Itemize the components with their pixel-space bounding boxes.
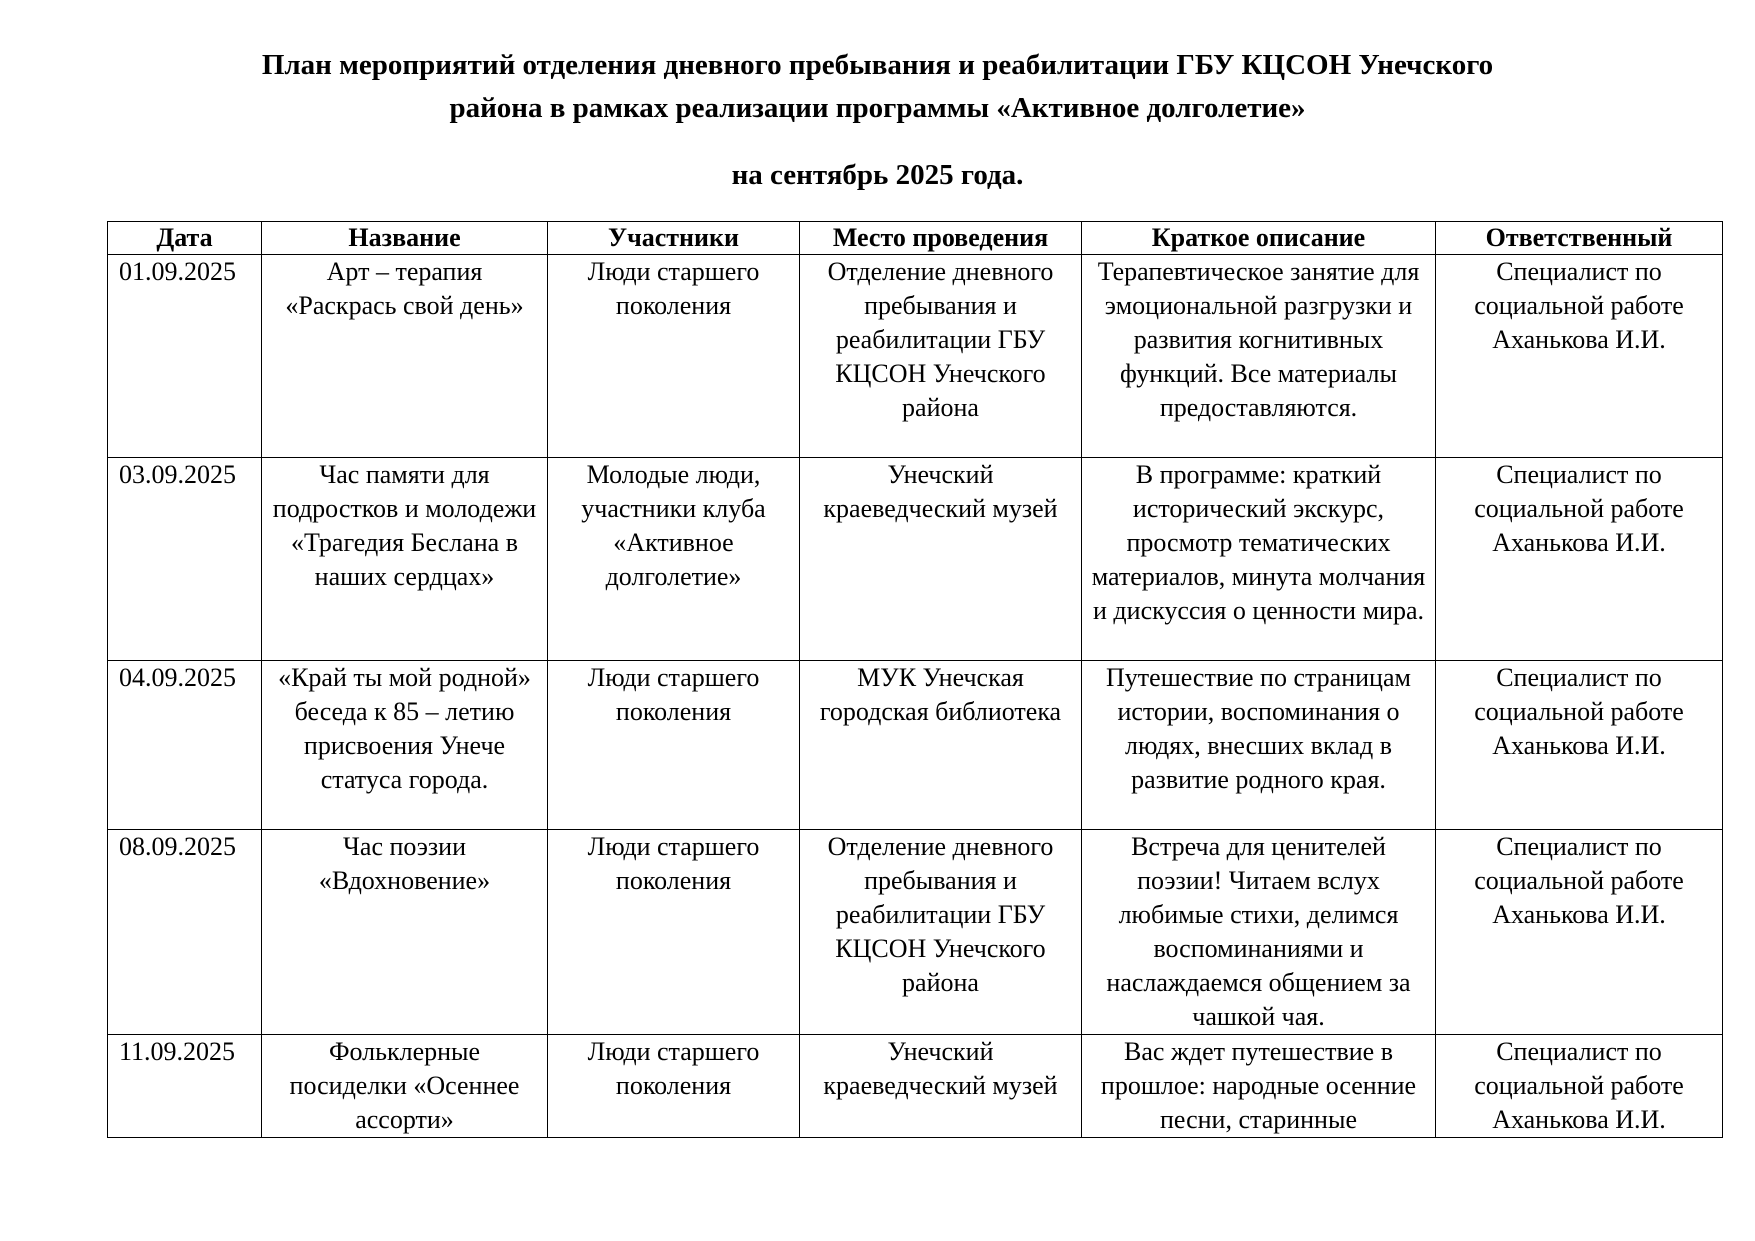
cell-description: В программе: краткий исторический экскурс, просмотр тематических материалов, минута молчания и дискуссия о ценности мира.	[1082, 458, 1436, 661]
header-name: Название	[262, 222, 548, 255]
table-row	[108, 661, 1723, 830]
cell-date: 11.09.2025	[108, 1035, 262, 1138]
cell-responsible: Специалист по социальной работе Аханькова И.И.	[1436, 661, 1723, 830]
table-header-row	[108, 222, 1723, 255]
cell-participants: Люди старшего поколения	[548, 255, 800, 458]
cell-name: «Край ты мой родной» беседа к 85 – летию присвоения Унече статуса города.	[262, 661, 548, 830]
cell-place: Отделение дневного пребывания и реабилитации ГБУ КЦСОН Унечского района	[800, 255, 1082, 458]
table-row	[108, 830, 1723, 1035]
table-row	[108, 1035, 1723, 1138]
header-responsible: Ответственный	[1436, 222, 1723, 255]
cell-participants: Люди старшего поколения	[548, 1035, 800, 1138]
cell-description: Терапевтическое занятие для эмоциональной разгрузки и развития когнитивных функций. Все материалы предоставляются.	[1082, 255, 1436, 458]
table-row	[108, 255, 1723, 458]
cell-responsible: Специалист по социальной работе Аханькова И.И.	[1436, 830, 1723, 1035]
events-table	[107, 221, 1723, 1138]
header-place: Место проведения	[800, 222, 1082, 255]
cell-responsible: Специалист по социальной работе Аханькова И.И.	[1436, 1035, 1723, 1138]
cell-description: Вас ждет путешествие в прошлое: народные осенние песни, старинные	[1082, 1035, 1436, 1138]
cell-responsible: Специалист по социальной работе Аханькова И.И.	[1436, 458, 1723, 661]
cell-date: 03.09.2025	[108, 458, 262, 661]
cell-responsible: Специалист по социальной работе Аханькова И.И.	[1436, 255, 1723, 458]
cell-description: Встреча для ценителей поэзии! Читаем вслух любимые стихи, делимся воспоминаниями и наслаждаемся общением за чашкой чая.	[1082, 830, 1436, 1035]
cell-place: Унечский краеведческий музей	[800, 1035, 1082, 1138]
cell-participants: Люди старшего поколения	[548, 830, 800, 1035]
cell-name: Час памяти для подростков и молодежи «Трагедия Беслана в наших сердцах»	[262, 458, 548, 661]
cell-name: Арт – терапия «Раскрась свой день»	[262, 255, 548, 458]
title-line-1: План мероприятий отделения дневного пребывания и реабилитации ГБУ КЦСОН Унечского	[261, 49, 1494, 81]
document-subtitle: на сентябрь 2025 года.	[731, 159, 1024, 191]
cell-participants: Молодые люди, участники клуба «Активное долголетие»	[548, 458, 800, 661]
table-row	[108, 458, 1723, 661]
title-line-2: района в рамках реализации программы «Активное долголетие»	[449, 92, 1306, 124]
cell-date: 04.09.2025	[108, 661, 262, 830]
header-date: Дата	[108, 222, 262, 255]
cell-date: 08.09.2025	[108, 830, 262, 1035]
cell-place: Отделение дневного пребывания и реабилитации ГБУ КЦСОН Унечского района	[800, 830, 1082, 1035]
document-title	[0, 44, 1755, 130]
cell-description: Путешествие по страницам истории, воспоминания о людях, внесших вклад в развитие родного края.	[1082, 661, 1436, 830]
cell-place: Унечский краеведческий музей	[800, 458, 1082, 661]
cell-place: МУК Унечская городская библиотека	[800, 661, 1082, 830]
cell-name: Час поэзии «Вдохновение»	[262, 830, 548, 1035]
cell-participants: Люди старшего поколения	[548, 661, 800, 830]
header-participants: Участники	[548, 222, 800, 255]
cell-date: 01.09.2025	[108, 255, 262, 458]
cell-name: Фольклерные посиделки «Осеннее ассорти»	[262, 1035, 548, 1138]
header-description: Краткое описание	[1082, 222, 1436, 255]
